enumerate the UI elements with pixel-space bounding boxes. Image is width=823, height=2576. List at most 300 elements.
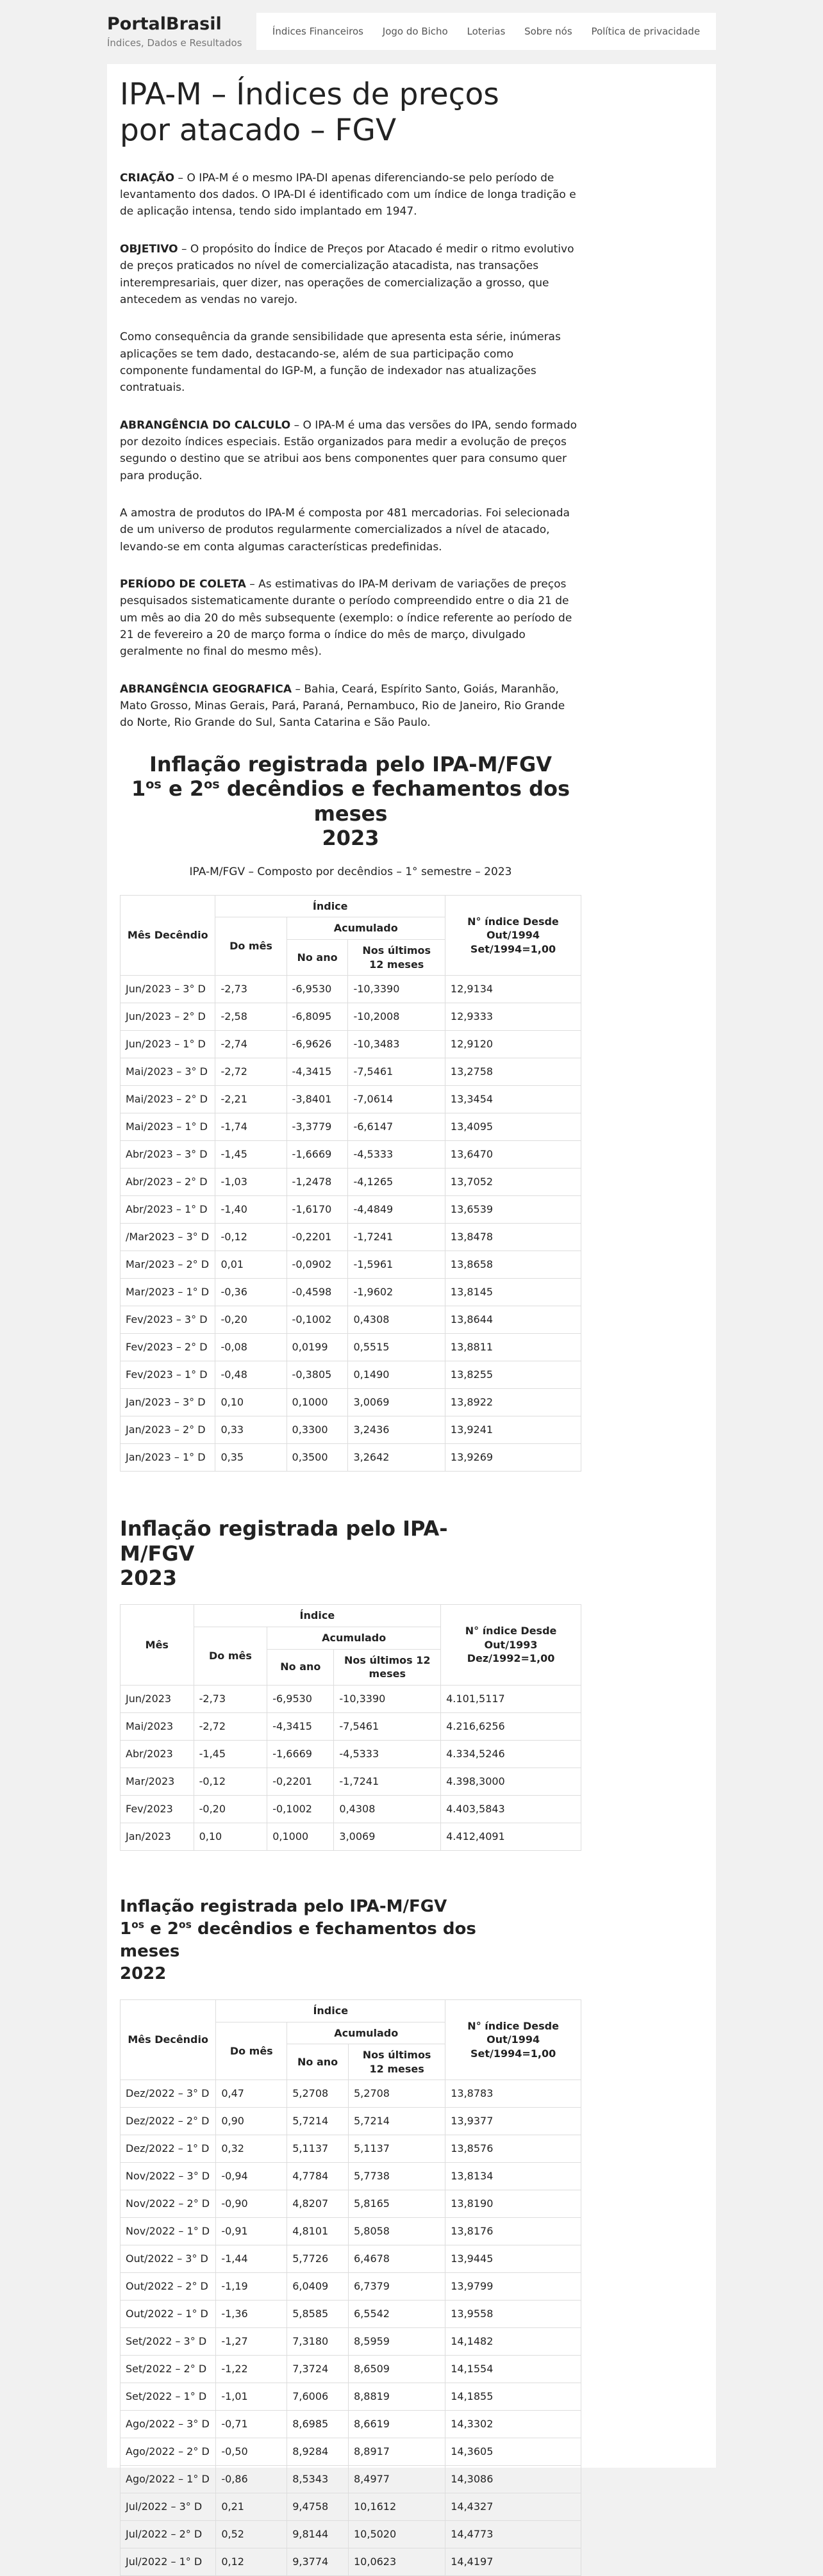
table-cell: /Mar2023 – 3° D bbox=[121, 1224, 215, 1251]
article-paragraph bbox=[120, 505, 581, 555]
table-cell: 8,8819 bbox=[349, 2383, 445, 2411]
table-cell: 13,8922 bbox=[445, 1389, 581, 1416]
table-row bbox=[121, 1196, 581, 1224]
section3-title-line2: decêndios e fechamentos dos meses bbox=[120, 1919, 476, 1961]
table-cell: 13,8783 bbox=[445, 2080, 581, 2108]
table-cell: 14,4773 bbox=[445, 2521, 581, 2548]
table-row bbox=[121, 1086, 581, 1113]
table-row bbox=[121, 1795, 581, 1823]
table-cell: 13,2758 bbox=[445, 1058, 581, 1086]
table-cell: Dez/2022 – 2° D bbox=[121, 2108, 216, 2135]
paragraph-text: – O IPA-M é o mesmo IPA-DI apenas diferenciando-se pelo período de levantamento dos dados. O IPA-DI é identificado com um índice de longa tradição e de aplicação intensa, tendo sido implantado em 1947. bbox=[120, 171, 576, 218]
table-cell: -4,3415 bbox=[287, 1058, 348, 1086]
table-cell: -1,2478 bbox=[287, 1169, 348, 1196]
table-cell: Mar/2023 – 1° D bbox=[121, 1279, 215, 1306]
col-do-mes: Do mês bbox=[216, 2022, 287, 2080]
table-cell: 13,8811 bbox=[445, 1334, 581, 1361]
section1-title-sup2: os bbox=[204, 776, 220, 792]
table-cell: 10,0623 bbox=[349, 2548, 445, 2576]
section1-title-num1: 1 bbox=[131, 776, 146, 801]
table-cell: -0,4598 bbox=[287, 1279, 348, 1306]
paragraph-lead: ABRANGÊNCIA DO CALCULO bbox=[120, 418, 291, 432]
table-cell: Fev/2023 – 1° D bbox=[121, 1361, 215, 1389]
table-cell: Abr/2023 bbox=[121, 1740, 194, 1768]
table-cell: 6,7379 bbox=[349, 2273, 445, 2301]
table-row bbox=[121, 2135, 581, 2163]
nav-sobre-nos[interactable]: Sobre nós bbox=[524, 25, 572, 37]
col-numero-indice: N° índice Desde Out/1994 Set/1994=1,00 bbox=[445, 895, 581, 975]
table-cell: -6,9530 bbox=[267, 1685, 334, 1712]
table-cell: -1,74 bbox=[215, 1113, 287, 1141]
table-cell: 8,6509 bbox=[349, 2356, 445, 2383]
table-row bbox=[121, 1306, 581, 1334]
table-row bbox=[121, 2080, 581, 2108]
table-cell: 4,8101 bbox=[287, 2218, 349, 2245]
table-cell: -0,12 bbox=[194, 1768, 267, 1795]
table-cell: 0,90 bbox=[216, 2108, 287, 2135]
table-cell: -4,4849 bbox=[348, 1196, 445, 1224]
table-cell: Out/2022 – 3° D bbox=[121, 2245, 216, 2273]
table-cell: -3,3779 bbox=[287, 1113, 348, 1141]
table-cell: 0,3300 bbox=[287, 1416, 348, 1444]
table-cell: -6,8095 bbox=[287, 1003, 348, 1031]
table-cell: -0,08 bbox=[215, 1334, 287, 1361]
table-cell: 13,6470 bbox=[445, 1141, 581, 1169]
table-row bbox=[121, 1113, 581, 1141]
table-cell: Nov/2022 – 3° D bbox=[121, 2163, 216, 2190]
table-cell: -0,50 bbox=[216, 2438, 287, 2466]
table-cell: -6,9530 bbox=[287, 976, 348, 1003]
table-cell: -1,45 bbox=[194, 1740, 267, 1768]
nav-loterias[interactable]: Loterias bbox=[467, 25, 506, 37]
table-cell: Jun/2023 bbox=[121, 1685, 194, 1712]
table-cell: 13,4095 bbox=[445, 1113, 581, 1141]
table-cell: -2,73 bbox=[194, 1685, 267, 1712]
table-cell: 8,6619 bbox=[349, 2411, 445, 2438]
table-cell: 3,2642 bbox=[348, 1444, 445, 1472]
site-header bbox=[0, 0, 823, 64]
table-cell: Abr/2023 – 2° D bbox=[121, 1169, 215, 1196]
table-cell: -2,72 bbox=[215, 1058, 287, 1086]
table-cell: 0,52 bbox=[216, 2521, 287, 2548]
table-cell: 7,3180 bbox=[287, 2328, 349, 2356]
table-row bbox=[121, 2328, 581, 2356]
table-cell: 3,2436 bbox=[348, 1416, 445, 1444]
table-row bbox=[121, 2438, 581, 2466]
table-cell: 4.216,6256 bbox=[441, 1712, 581, 1740]
table-cell: Mai/2023 – 3° D bbox=[121, 1058, 215, 1086]
table-cell: 12,9120 bbox=[445, 1031, 581, 1058]
table-cell: -1,01 bbox=[216, 2383, 287, 2411]
section1-title-sup1: os bbox=[145, 776, 162, 792]
table-cell: 5,8165 bbox=[349, 2190, 445, 2218]
table-cell: 13,7052 bbox=[445, 1169, 581, 1196]
table-cell: Set/2022 – 1° D bbox=[121, 2383, 216, 2411]
table-cell: 13,9377 bbox=[445, 2108, 581, 2135]
col-acumulado: Acumulado bbox=[287, 2022, 445, 2044]
table-cell: 0,1490 bbox=[348, 1361, 445, 1389]
table-cell: -1,6170 bbox=[287, 1196, 348, 1224]
table-cell: -4,1265 bbox=[348, 1169, 445, 1196]
table-cell: -0,71 bbox=[216, 2411, 287, 2438]
table-cell: 8,6985 bbox=[287, 2411, 349, 2438]
table-cell: 13,6539 bbox=[445, 1196, 581, 1224]
table-row bbox=[121, 1031, 581, 1058]
col-numero-indice: N° índice Desde Out/1993 Dez/1992=1,00 bbox=[441, 1605, 581, 1685]
table-cell: 5,1137 bbox=[287, 2135, 349, 2163]
paragraph-text: A amostra de produtos do IPA-M é composta por 481 mercadorias. Foi selecionada de um universo de produtos regularmente comercializados a nível de atacado, levando-se em conta algumas características predefinidas. bbox=[120, 506, 570, 554]
section2-title bbox=[120, 1516, 517, 1590]
table-cell: 0,47 bbox=[216, 2080, 287, 2108]
table-cell: 9,4758 bbox=[287, 2493, 349, 2521]
table-cell: Set/2022 – 3° D bbox=[121, 2328, 216, 2356]
table-cell: -4,5333 bbox=[334, 1740, 441, 1768]
table-row bbox=[121, 1058, 581, 1086]
table-cell: -2,21 bbox=[215, 1086, 287, 1113]
table-cell: -0,0902 bbox=[287, 1251, 348, 1279]
table-cell: -10,3390 bbox=[348, 976, 445, 1003]
table-ipam-decendios-2023 bbox=[120, 895, 581, 1472]
table-cell: -1,7241 bbox=[348, 1224, 445, 1251]
table-cell: 14,1855 bbox=[445, 2383, 581, 2411]
table-cell: -7,5461 bbox=[348, 1058, 445, 1086]
table-cell: -1,03 bbox=[215, 1169, 287, 1196]
site-tagline: Índices, Dados e Resultados bbox=[107, 37, 242, 49]
table-row bbox=[121, 2493, 581, 2521]
table-cell: 4.403,5843 bbox=[441, 1795, 581, 1823]
table-cell: Fev/2023 – 2° D bbox=[121, 1334, 215, 1361]
main-nav bbox=[256, 13, 716, 50]
table-cell: Nov/2022 – 2° D bbox=[121, 2190, 216, 2218]
table-row bbox=[121, 1389, 581, 1416]
table-row bbox=[121, 2466, 581, 2493]
table-cell: 8,9284 bbox=[287, 2438, 349, 2466]
table-row bbox=[121, 1141, 581, 1169]
table-row bbox=[121, 1823, 581, 1850]
table-cell: 4,8207 bbox=[287, 2190, 349, 2218]
article-body bbox=[120, 170, 703, 732]
table-cell: Jun/2023 – 1° D bbox=[121, 1031, 215, 1058]
table-cell: 0,10 bbox=[215, 1389, 287, 1416]
table-row bbox=[121, 1251, 581, 1279]
table-cell: -6,9626 bbox=[287, 1031, 348, 1058]
table-cell: 5,1137 bbox=[349, 2135, 445, 2163]
table-cell: 13,8658 bbox=[445, 1251, 581, 1279]
table-cell: 6,4678 bbox=[349, 2245, 445, 2273]
table-row bbox=[121, 1740, 581, 1768]
table-row bbox=[121, 1224, 581, 1251]
table-cell: 13,8644 bbox=[445, 1306, 581, 1334]
table-cell: 13,3454 bbox=[445, 1086, 581, 1113]
table-cell: 13,9558 bbox=[445, 2301, 581, 2328]
table-cell: 13,8255 bbox=[445, 1361, 581, 1389]
paragraph-lead: ABRANGÊNCIA GEOGRAFICA bbox=[120, 682, 292, 696]
paragraph-lead: PERÍODO DE COLETA bbox=[120, 577, 246, 591]
col-numero-indice: N° índice Desde Out/1994 Set/1994=1,00 bbox=[445, 2000, 581, 2080]
col-indice: Índice bbox=[215, 895, 445, 917]
col-ultimos-12: Nos últimos 12 meses bbox=[349, 2044, 445, 2080]
section1-title-num2: e 2 bbox=[161, 776, 204, 801]
article-paragraph bbox=[120, 576, 581, 660]
table-cell: -4,3415 bbox=[267, 1712, 334, 1740]
paragraph-lead: OBJETIVO bbox=[120, 242, 178, 256]
table-row bbox=[121, 2356, 581, 2383]
section3-title-num2: e 2 bbox=[144, 1919, 179, 1939]
table-cell: Mar/2023 – 2° D bbox=[121, 1251, 215, 1279]
table-row bbox=[121, 2108, 581, 2135]
table-cell: Set/2022 – 2° D bbox=[121, 2356, 216, 2383]
col-no-ano: No ano bbox=[287, 2044, 349, 2080]
article-paragraph bbox=[120, 417, 581, 484]
table-cell: 5,7214 bbox=[287, 2108, 349, 2135]
table-cell: Dez/2022 – 3° D bbox=[121, 2080, 216, 2108]
table-cell: 13,8176 bbox=[445, 2218, 581, 2245]
table-cell: -0,94 bbox=[216, 2163, 287, 2190]
table-row bbox=[121, 1685, 581, 1712]
section2-title-year: 2023 bbox=[120, 1565, 178, 1590]
table-row bbox=[121, 2548, 581, 2576]
table-cell: Abr/2023 – 1° D bbox=[121, 1196, 215, 1224]
table-row bbox=[121, 2521, 581, 2548]
table-cell: -0,20 bbox=[194, 1795, 267, 1823]
section2-title-line1: Inflação registrada pelo IPA-M/FGV bbox=[120, 1516, 448, 1566]
table-cell: 0,1000 bbox=[287, 1389, 348, 1416]
col-do-mes: Do mês bbox=[215, 917, 287, 976]
table-cell: -4,5333 bbox=[348, 1141, 445, 1169]
table-ipam-mensal-2023 bbox=[120, 1604, 581, 1850]
table-cell: 13,9241 bbox=[445, 1416, 581, 1444]
table-cell: -10,3483 bbox=[348, 1031, 445, 1058]
table-cell: 8,5343 bbox=[287, 2466, 349, 2493]
table-row bbox=[121, 2273, 581, 2301]
table-cell: -2,58 bbox=[215, 1003, 287, 1031]
table-cell: -0,1002 bbox=[267, 1795, 334, 1823]
table-cell: 0,01 bbox=[215, 1251, 287, 1279]
table-cell: -0,1002 bbox=[287, 1306, 348, 1334]
table-cell: 4,7784 bbox=[287, 2163, 349, 2190]
table-cell: -0,48 bbox=[215, 1361, 287, 1389]
table-cell: 9,8144 bbox=[287, 2521, 349, 2548]
table-cell: 8,8917 bbox=[349, 2438, 445, 2466]
table-cell: 4.334,5246 bbox=[441, 1740, 581, 1768]
col-acumulado: Acumulado bbox=[287, 917, 445, 940]
table-cell: -1,6669 bbox=[287, 1141, 348, 1169]
site-title-link[interactable]: PortalBrasil bbox=[107, 14, 222, 34]
table-cell: 0,4308 bbox=[334, 1795, 441, 1823]
table-row bbox=[121, 1334, 581, 1361]
section1-title bbox=[120, 752, 581, 851]
col-indice: Índice bbox=[194, 1605, 441, 1627]
table-cell: Jul/2022 – 2° D bbox=[121, 2521, 216, 2548]
table-cell: 5,8585 bbox=[287, 2301, 349, 2328]
table-cell: 9,3774 bbox=[287, 2548, 349, 2576]
site-branding bbox=[107, 14, 242, 51]
paragraph-text: – As estimativas do IPA-M derivam de variações de preços pesquisados sistematicamente durante o período compreendido entre o dia 21 de um mês ao dia 20 do mês subsequente (exemplo: o índice referente ao período de 21 de fevereiro a 20 de março forma o índice do mês de março, divulgado geralmente no final do mesmo mês). bbox=[120, 577, 572, 659]
table-cell: 3,0069 bbox=[334, 1823, 441, 1850]
table-cell: -1,36 bbox=[216, 2301, 287, 2328]
table-cell: -1,9602 bbox=[348, 1279, 445, 1306]
table-cell: -0,36 bbox=[215, 1279, 287, 1306]
table-cell: -1,22 bbox=[216, 2356, 287, 2383]
table-cell: -1,45 bbox=[215, 1141, 287, 1169]
table-cell: -3,8401 bbox=[287, 1086, 348, 1113]
table-cell: -0,2201 bbox=[287, 1224, 348, 1251]
table-cell: 4.101,5117 bbox=[441, 1685, 581, 1712]
table-cell: Jun/2023 – 2° D bbox=[121, 1003, 215, 1031]
table-cell: Mai/2023 bbox=[121, 1712, 194, 1740]
table-cell: 0,33 bbox=[215, 1416, 287, 1444]
table-cell: 7,3724 bbox=[287, 2356, 349, 2383]
table-row bbox=[121, 2411, 581, 2438]
table-cell: 6,0409 bbox=[287, 2273, 349, 2301]
table-cell: 13,8576 bbox=[445, 2135, 581, 2163]
col-ultimos-12: Nos últimos 12 meses bbox=[348, 939, 445, 975]
table-cell: 0,35 bbox=[215, 1444, 287, 1472]
table-cell: -1,19 bbox=[216, 2273, 287, 2301]
table-cell: -1,6669 bbox=[267, 1740, 334, 1768]
section1-caption: IPA-M/FGV – Composto por decêndios – 1° semestre – 2023 bbox=[189, 866, 512, 879]
nav-jogo-do-bicho[interactable]: Jogo do Bicho bbox=[382, 25, 448, 37]
table-cell: -1,44 bbox=[216, 2245, 287, 2273]
table-cell: 14,1554 bbox=[445, 2356, 581, 2383]
table-cell: 0,12 bbox=[216, 2548, 287, 2576]
table-cell: Fev/2023 bbox=[121, 1795, 194, 1823]
table-cell: 0,21 bbox=[216, 2493, 287, 2521]
table-cell: 13,9445 bbox=[445, 2245, 581, 2273]
table-cell: -2,73 bbox=[215, 976, 287, 1003]
table-cell: 8,5959 bbox=[349, 2328, 445, 2356]
table-row bbox=[121, 1712, 581, 1740]
table-cell: 0,3500 bbox=[287, 1444, 348, 1472]
section1-title-line1: Inflação registrada pelo IPA-M/FGV bbox=[149, 751, 552, 776]
col-no-ano: No ano bbox=[287, 939, 348, 975]
table-cell: 13,8145 bbox=[445, 1279, 581, 1306]
table-cell: Ago/2022 – 3° D bbox=[121, 2411, 216, 2438]
col-do-mes: Do mês bbox=[194, 1627, 267, 1685]
table-cell: Jan/2023 – 1° D bbox=[121, 1444, 215, 1472]
table-cell: Jul/2022 – 1° D bbox=[121, 2548, 216, 2576]
table-cell: Out/2022 – 1° D bbox=[121, 2301, 216, 2328]
table-cell: 14,3086 bbox=[445, 2466, 581, 2493]
article-paragraph bbox=[120, 329, 581, 396]
table-cell: -0,12 bbox=[215, 1224, 287, 1251]
table-cell: -2,74 bbox=[215, 1031, 287, 1058]
table-cell: -10,3390 bbox=[334, 1685, 441, 1712]
table-cell: -6,6147 bbox=[348, 1113, 445, 1141]
table-cell: 5,7726 bbox=[287, 2245, 349, 2273]
table-ipam-decendios-2022 bbox=[120, 1999, 581, 2576]
table-cell: 5,8058 bbox=[349, 2218, 445, 2245]
table-cell: 14,4197 bbox=[445, 2548, 581, 2576]
table-row bbox=[121, 2218, 581, 2245]
table-cell: -0,3805 bbox=[287, 1361, 348, 1389]
col-no-ano: No ano bbox=[267, 1649, 334, 1685]
table-cell: 0,4308 bbox=[348, 1306, 445, 1334]
table-cell: 7,6006 bbox=[287, 2383, 349, 2411]
table-cell: Dez/2022 – 1° D bbox=[121, 2135, 216, 2163]
section1-title-line2: decêndios e fechamentos dos meses bbox=[219, 776, 570, 826]
table-cell: -0,90 bbox=[216, 2190, 287, 2218]
table-cell: 14,4327 bbox=[445, 2493, 581, 2521]
table-cell: 13,8134 bbox=[445, 2163, 581, 2190]
table-cell: -10,2008 bbox=[348, 1003, 445, 1031]
table-cell: 14,1482 bbox=[445, 2328, 581, 2356]
article-paragraph bbox=[120, 681, 581, 732]
table-cell: 5,2708 bbox=[287, 2080, 349, 2108]
col-mes: Mês Decêndio bbox=[121, 2000, 216, 2080]
table-row bbox=[121, 1444, 581, 1472]
section1-title-year: 2023 bbox=[322, 825, 379, 850]
table-cell: 10,5020 bbox=[349, 2521, 445, 2548]
table-cell: Mar/2023 bbox=[121, 1768, 194, 1795]
table-row bbox=[121, 2245, 581, 2273]
table-cell: 13,8190 bbox=[445, 2190, 581, 2218]
paragraph-lead: CRIAÇÃO bbox=[120, 171, 175, 185]
paragraph-text: – O propósito do Índice de Preços por Atacado é medir o ritmo evolutivo de preços praticados no nível de comercialização atacadista, nas transações interempresariais, quer dizer, nas operações de comercialização a grosso, que antecedem as vendas no varejo. bbox=[120, 242, 574, 306]
table-cell: Jan/2023 bbox=[121, 1823, 194, 1850]
table-row bbox=[121, 976, 581, 1003]
table-cell: Ago/2022 – 1° D bbox=[121, 2466, 216, 2493]
section3-title bbox=[120, 1896, 517, 1985]
col-mes: Mês bbox=[121, 1605, 194, 1685]
table-cell: 14,3605 bbox=[445, 2438, 581, 2466]
section3-title-sup1: os bbox=[131, 1919, 145, 1931]
table-cell: Mai/2023 – 2° D bbox=[121, 1086, 215, 1113]
table-row bbox=[121, 2163, 581, 2190]
table-cell: Ago/2022 – 2° D bbox=[121, 2438, 216, 2466]
table-cell: -7,5461 bbox=[334, 1712, 441, 1740]
table-cell: 13,9269 bbox=[445, 1444, 581, 1472]
table-cell: -1,40 bbox=[215, 1196, 287, 1224]
table-cell: -1,7241 bbox=[334, 1768, 441, 1795]
nav-politica-privacidade[interactable]: Política de privacidade bbox=[591, 25, 701, 37]
table-cell: -0,20 bbox=[215, 1306, 287, 1334]
table-cell: -7,0614 bbox=[348, 1086, 445, 1113]
table-cell: 0,1000 bbox=[267, 1823, 334, 1850]
table-cell: Jul/2022 – 3° D bbox=[121, 2493, 216, 2521]
paragraph-text: Como consequência da grande sensibilidade que apresenta esta série, inúmeras aplicações se tem dado, destacando-se, além de sua participação como componente fundamental do IGP-M, a função de indexador nas atualizações contratuais. bbox=[120, 331, 561, 395]
table-cell: 12,9333 bbox=[445, 1003, 581, 1031]
page-title: IPA-M – Índices de preços por atacado – FGV bbox=[120, 77, 499, 149]
table-cell: -2,72 bbox=[194, 1712, 267, 1740]
table-cell: 4.412,4091 bbox=[441, 1823, 581, 1850]
table-cell: Out/2022 – 2° D bbox=[121, 2273, 216, 2301]
table-cell: Jun/2023 – 3° D bbox=[121, 976, 215, 1003]
table-cell: 4.398,3000 bbox=[441, 1768, 581, 1795]
table-cell: 5,2708 bbox=[349, 2080, 445, 2108]
table-cell: 0,5515 bbox=[348, 1334, 445, 1361]
article-paragraph bbox=[120, 241, 581, 308]
table-row bbox=[121, 1416, 581, 1444]
table-row bbox=[121, 1003, 581, 1031]
table-cell: Nov/2022 – 1° D bbox=[121, 2218, 216, 2245]
table-row bbox=[121, 1279, 581, 1306]
nav-indices-financeiros[interactable]: Índices Financeiros bbox=[272, 25, 363, 37]
table-cell: Fev/2023 – 3° D bbox=[121, 1306, 215, 1334]
paragraph-text: – O IPA-M é uma das versões do IPA, sendo formado por dezoito índices especiais. Estão organizados para medir a evolução de preços segundo o destino que se atribui aos bens componentes quer para consumo quer para produção. bbox=[120, 418, 578, 482]
paragraph-text: – Bahia, Ceará, Espírito Santo, Goiás, Maranhão, Mato Grosso, Minas Gerais, Pará, Paraná, Pernambuco, Rio de Janeiro, Rio Grande do Norte, Rio Grande do Sul, Santa Catarina e São Paulo. bbox=[120, 682, 565, 730]
table-cell: 5,7214 bbox=[349, 2108, 445, 2135]
article-paragraph bbox=[120, 170, 581, 220]
table-cell: 13,8478 bbox=[445, 1224, 581, 1251]
table-cell: 0,0199 bbox=[287, 1334, 348, 1361]
table-cell: 0,32 bbox=[216, 2135, 287, 2163]
section3-title-num1: 1 bbox=[120, 1919, 132, 1939]
table-cell: -0,86 bbox=[216, 2466, 287, 2493]
table-row bbox=[121, 1361, 581, 1389]
table-cell: 5,7738 bbox=[349, 2163, 445, 2190]
table-cell: -1,27 bbox=[216, 2328, 287, 2356]
